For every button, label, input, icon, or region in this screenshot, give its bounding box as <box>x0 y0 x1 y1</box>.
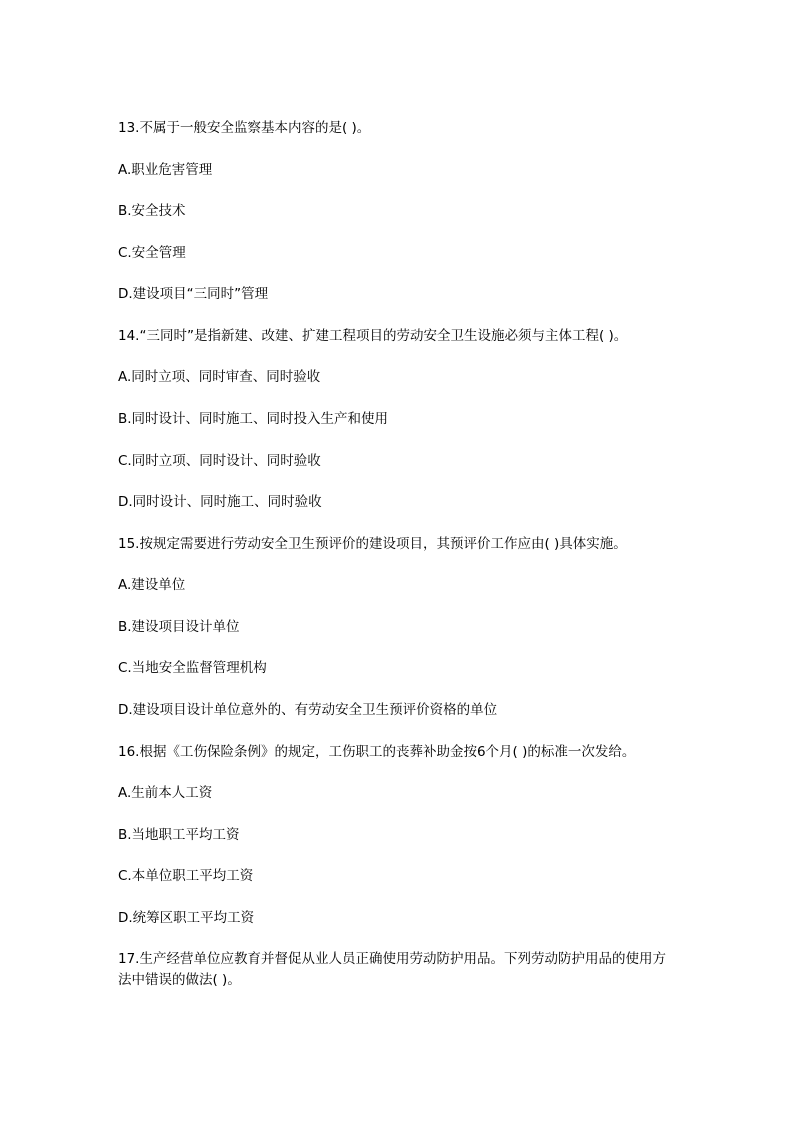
question-15-option-c: C.当地安全监督管理机构 <box>118 660 267 676</box>
question-13-option-b: B.安全技术 <box>118 203 186 219</box>
question-16-stem: 16.根据《工伤保险条例》的规定，工伤职工的丧葬补助金按6个月( )的标准一次发给。 <box>118 744 636 760</box>
question-15-option-a: A.建设单位 <box>118 577 186 593</box>
question-14-option-c: C.同时立项、同时设计、同时验收 <box>118 453 321 469</box>
question-17-stem: 17.生产经营单位应教育并督促从业人员正确使用劳动防护用品。下列劳动防护用品的使用方法中错误的做法( )。 <box>118 951 666 988</box>
question-14-option-d: D.同时设计、同时施工、同时验收 <box>118 494 322 510</box>
question-15-stem: 15.按规定需要进行劳动安全卫生预评价的建设项目，其预评价工作应由( )具体实施。 <box>118 536 627 552</box>
question-14-stem: 14.“三同时”是指新建、改建、扩建工程项目的劳动安全卫生设施必须与主体工程( )。 <box>118 328 628 344</box>
question-15-option-b: B.建设项目设计单位 <box>118 619 240 635</box>
question-13-option-c: C.安全管理 <box>118 245 186 261</box>
question-16-option-b: B.当地职工平均工资 <box>118 827 240 843</box>
question-16-option-c: C.本单位职工平均工资 <box>118 868 254 884</box>
question-14-option-a: A.同时立项、同时审查、同时验收 <box>118 369 321 385</box>
question-13-option-d: D.建设项目“三同时”管理 <box>118 286 269 302</box>
question-16-option-a: A.生前本人工资 <box>118 785 213 801</box>
question-15-option-d: D.建设项目设计单位意外的、有劳动安全卫生预评价资格的单位 <box>118 702 498 718</box>
question-13-stem: 13.不属于一般安全监察基本内容的是( )。 <box>118 120 371 136</box>
question-14-option-b: B.同时设计、同时施工、同时投入生产和使用 <box>118 411 389 427</box>
question-13-option-a: A.职业危害管理 <box>118 162 213 178</box>
question-16-option-d: D.统筹区职工平均工资 <box>118 910 255 926</box>
